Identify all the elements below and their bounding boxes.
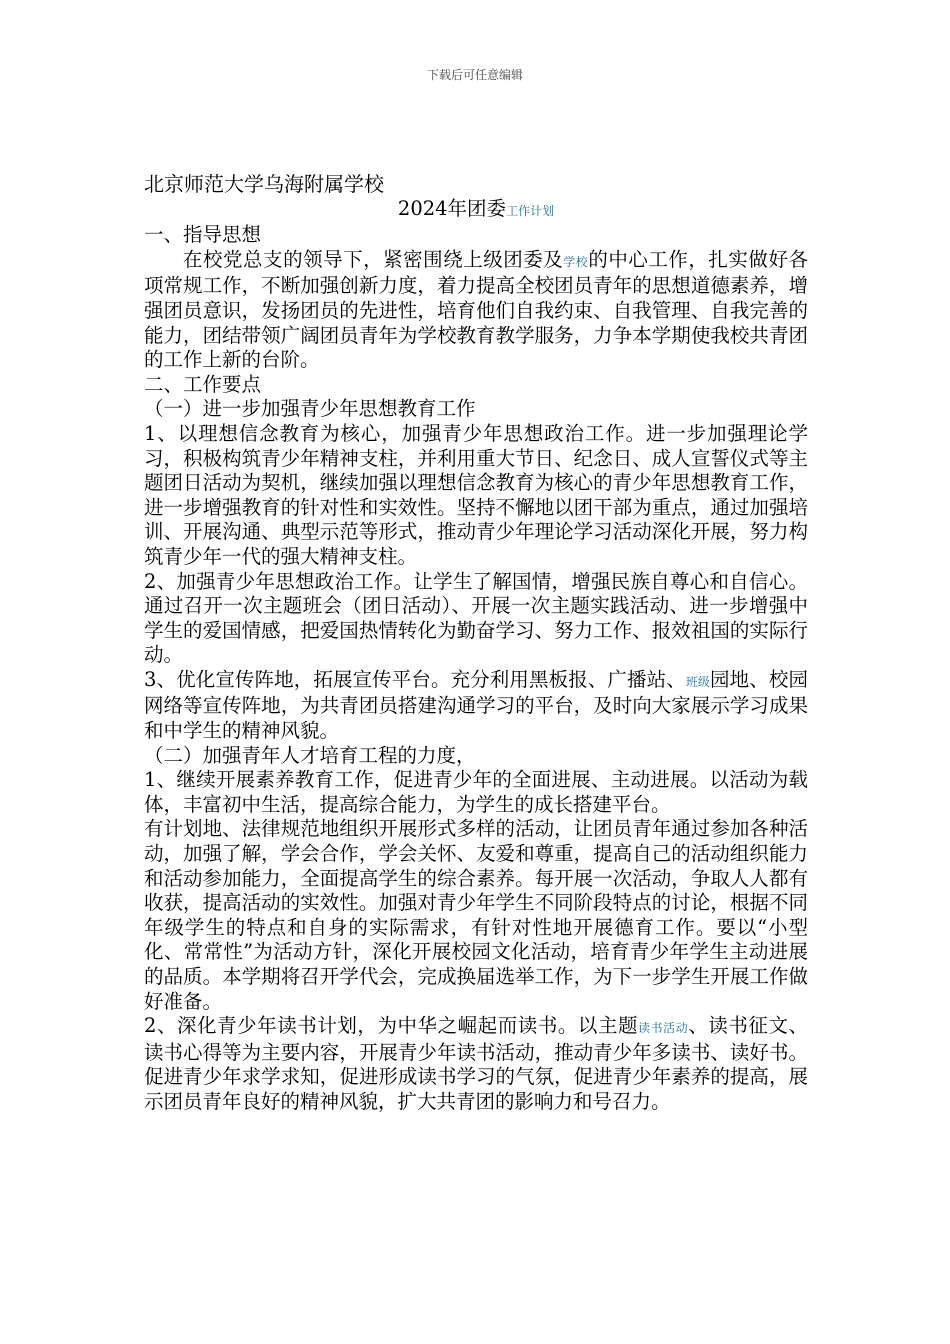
class-link[interactable]: 班级 xyxy=(685,674,711,689)
subsection-heading-1: （一）进一步加强青少年思想教育工作 xyxy=(144,397,476,421)
paragraph-text: 在校党总支的领导下，紧密围绕上级团委及 xyxy=(183,247,564,271)
document-body xyxy=(144,172,808,1115)
paragraph-text: 2、深化青少年读书计划，为中华之崛起而读书。以主题 xyxy=(144,1014,639,1038)
school-link[interactable]: 学校 xyxy=(563,254,589,269)
paragraph-item-3 xyxy=(144,668,808,744)
paragraph-item-6 xyxy=(144,1014,808,1114)
school-name: 北京师范大学乌海附属学校 xyxy=(144,172,384,196)
section-heading-1: 一、指导思想 xyxy=(144,223,262,247)
paragraph-guiding xyxy=(144,248,808,373)
paragraph-text: 的中心工作，扎实做好各项常规工作，不断加强创新力度，着力提高全校团员青年的思想道德素养，增强团员意识，发扬团员的先进性，培育他们自我约束、自我管理、自我完善的能力，团结带领广阔团员青年为学校教育教学服务，力争本学期使我校共青团的工作上新的台阶。 xyxy=(144,247,808,372)
doc-title-link[interactable]: 工作计划 xyxy=(506,203,555,218)
paragraph-text: 、读书征文、读书心得等为主要内容，开展青少年读书活动，推动青少年多读书、读好书。促进青少年求学求知，促进形成读书学习的气氛，促进青少年素养的提高，展示团员青年良好的精神风貌，扩大共青团的影响力和号召力。 xyxy=(144,1014,808,1113)
paragraph-item-5: 有计划地、法律规范地组织开展形式多样的活动，让团员青年通过参加各种活动，加强了解，学会合作，学会关怀、友爱和尊重，提高自己的活动组织能力和活动参加能力，全面提高学生的综合素养。每开展一次活动，争取人人都有收获，提高活动的实效性。加强对青少年学生不同阶段特点的讨论，根据不同年级学生的特点和自身的实际需求，有针对性地开展德育工作。要以“小型化、常常性”为活动方针，深化开展校园文化活动，培育青少年学生主动进展的品质。本学期将召开学代会，完成换届选举工作，为下一步学生开展工作做好准备。 xyxy=(144,817,808,1013)
section-heading-2: 二、工作要点 xyxy=(144,372,262,396)
doc-title xyxy=(144,197,808,224)
doc-title-main: 2024年团委 xyxy=(397,196,507,220)
paragraph-item-1: 1、以理想信念教育为核心，加强青少年思想政治工作。进一步加强理论学习，积极构筑青少年精神支柱，并利用重大节日、纪念日、成人宣誓仪式等主题团日活动为契机，继续加强以理想信念教育为核心的青少年思想教育工作，进一步增强教育的针对性和实效性。坚持不懈地以团干部为重点，通过加强培训、开展沟通、典型示范等形式，推动青少年理论学习活动深化开展，努力构筑青少年一代的强大精神支柱。 xyxy=(144,421,808,568)
subsection-heading-2: （二）加强青年人才培育工程的力度， xyxy=(144,743,476,767)
paragraph-text: 3、优化宣传阵地，拓展宣传平台。充分利用黑板报、广播站、 xyxy=(144,667,686,691)
paragraph-item-2: 2、加强青少年思想政治工作。让学生了解国情，增强民族自尊心和自信心。通过召开一次主题班会（团日活动）、开展一次主题实践活动、进一步增强中学生的爱国情感，把爱国热情转化为勤奋学习、努力工作、报效祖国的实际行动。 xyxy=(144,569,808,667)
reading-activity-link[interactable]: 读书活动 xyxy=(638,1021,689,1036)
paragraph-text: 园地、校园网络等宣传阵地，为共青团员搭建沟通学习的平台，及时向大家展示学习成果和中学生的精神风貌。 xyxy=(144,667,808,743)
paragraph-item-4: 1、继续开展素养教育工作，促进青少年的全面进展、主动进展。以活动为载体，丰富初中生活，提高综合能力，为学生的成长搭建平台。 xyxy=(144,768,808,816)
page-watermark: 下载后可任意编辑 xyxy=(426,68,523,82)
